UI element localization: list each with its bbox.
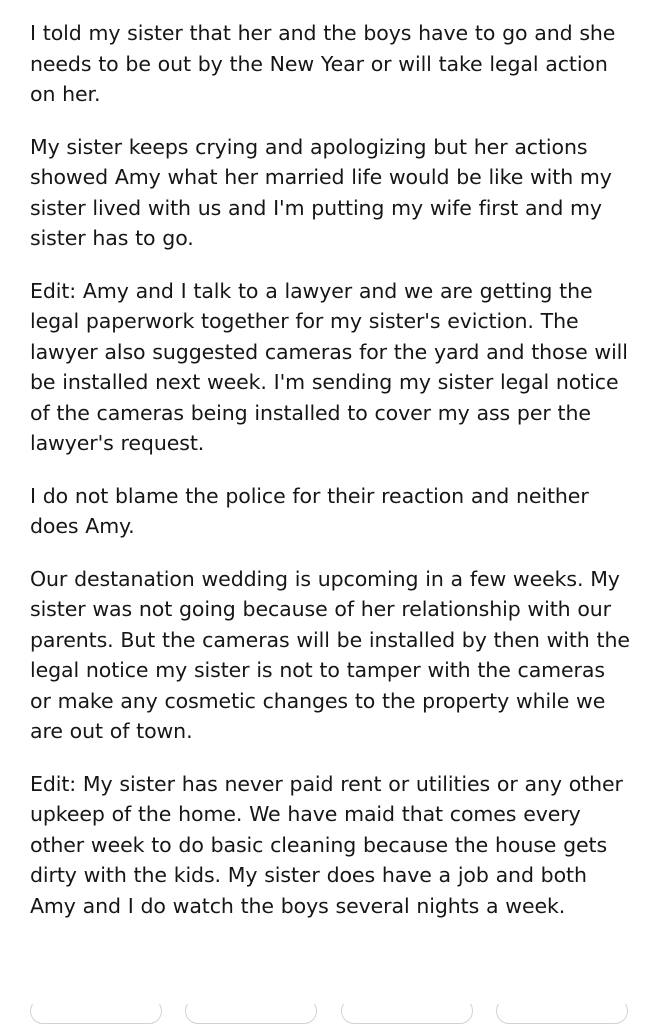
post-paragraph-6: Edit: My sister has never paid rent or utilities or any other upkeep of the home. We have maid that comes every other week to do basic cleaning because the house gets dirty with the kids. My sister does have a job and both Amy and I do watch the boys several nights a week.	[30, 771, 623, 918]
bottom-action-button-4[interactable]	[496, 1004, 628, 1024]
bottom-action-bar	[0, 1004, 658, 1024]
bottom-action-button-1[interactable]	[30, 1004, 162, 1024]
post-paragraph-3: Edit: Amy and I talk to a lawyer and we are getting the legal paperwork together for my sister's eviction. The lawyer also suggested cameras for the yard and those will be installed next week. I'm sending my sister legal notice of the cameras being installed to cover my ass per the lawyer's request.	[30, 278, 628, 455]
post-paragraph-5: Our destanation wedding is upcoming in a few weeks. My sister was not going because of her relationship with our parents. But the cameras will be installed by then with the legal notice my sister is not to tamper with the cameras or make any cosmetic changes to the property while we are out of town.	[30, 566, 630, 743]
post-paragraph-4: I do not blame the police for their reaction and neither does Amy.	[30, 483, 589, 538]
bottom-action-button-3[interactable]	[341, 1004, 473, 1024]
post-paragraph-1: I told my sister that her and the boys have to go and she needs to be out by the New Year or will take legal action on her.	[30, 21, 616, 106]
bottom-action-button-2[interactable]	[185, 1004, 317, 1024]
post-body	[30, 18, 630, 921]
post-paragraph-2: My sister keeps crying and apologizing but her actions showed Amy what her married life would be like with my sister lived with us and I'm putting my wife first and my sister has to go.	[30, 134, 612, 250]
